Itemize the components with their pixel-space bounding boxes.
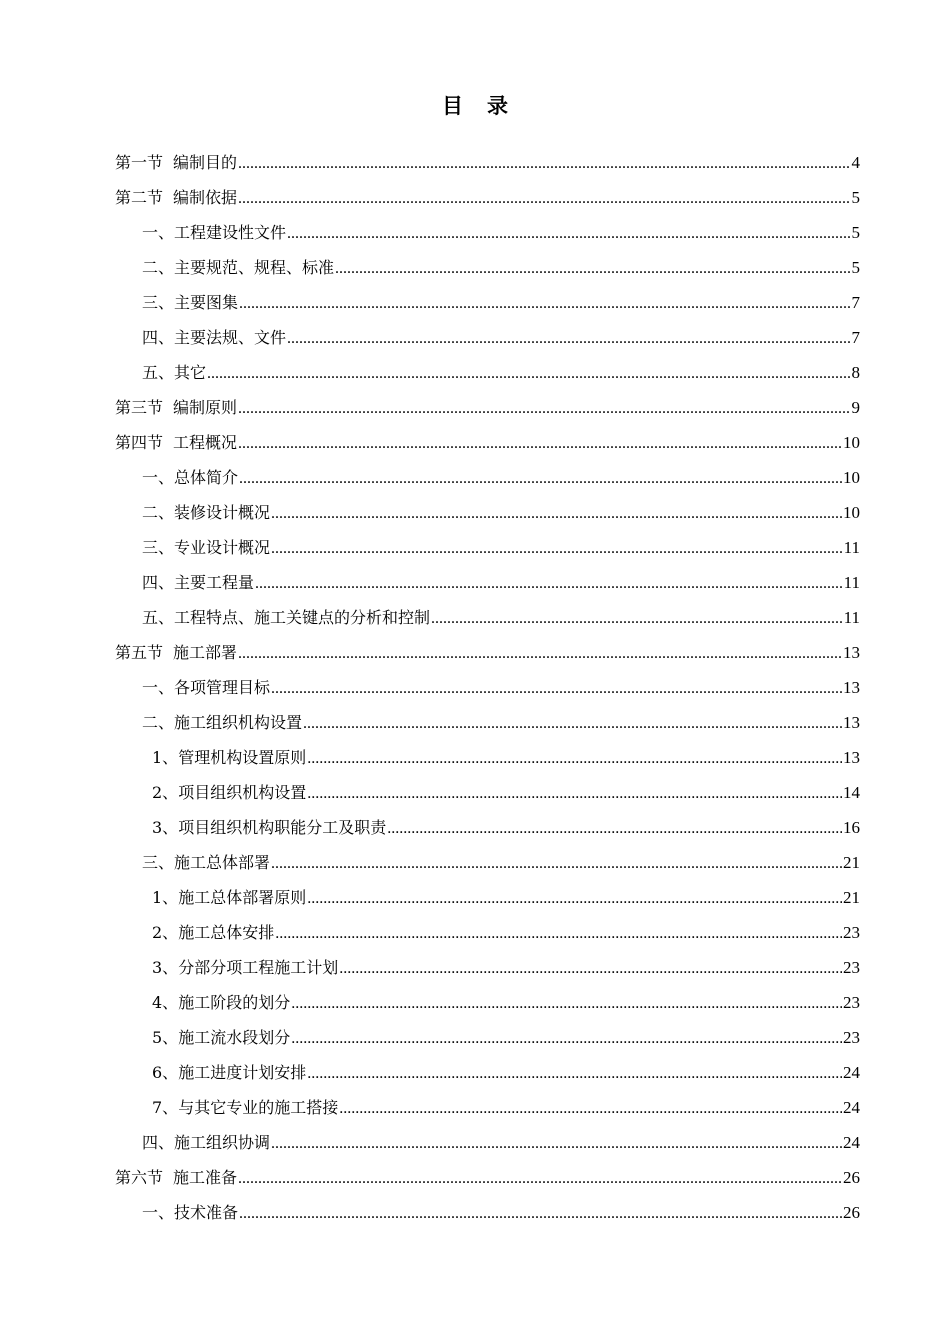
toc-entry-title: 施工总体安排 — [178, 923, 275, 942]
toc-leader-dots — [239, 286, 850, 321]
toc-entry-page-number: 9 — [851, 398, 860, 417]
toc-entry-number: 第一节 — [115, 153, 164, 172]
toc-entry-number: 四、 — [142, 328, 175, 347]
toc-leader-dots — [291, 1021, 842, 1056]
toc-entry-title: 施工组织协调 — [174, 1133, 271, 1152]
toc-entry[interactable] — [115, 915, 860, 950]
toc-entry[interactable] — [115, 635, 860, 670]
toc-entry-title: 施工总体部署原则 — [178, 888, 307, 907]
toc-entry-title: 工程建设性文件 — [174, 223, 287, 242]
toc-entry[interactable] — [115, 1090, 860, 1125]
toc-leader-dots — [307, 741, 842, 776]
toc-entry[interactable] — [115, 565, 860, 600]
toc-leader-dots — [255, 566, 843, 601]
toc-title: 目录 — [442, 93, 532, 118]
toc-entry-number: 一、 — [142, 678, 175, 697]
toc-entry-title: 主要图集 — [174, 293, 239, 312]
toc-entry-number: 2、 — [152, 783, 179, 802]
toc-entry-page-number: 23 — [843, 1028, 860, 1047]
toc-entry-page-number: 24 — [843, 1063, 860, 1082]
toc-entry-page-number: 7 — [851, 293, 860, 312]
toc-entry-title: 各项管理目标 — [174, 678, 271, 697]
toc-entry-page-number: 13 — [843, 678, 860, 697]
toc-entry-page-number: 7 — [851, 328, 860, 347]
toc-leader-dots — [339, 951, 842, 986]
toc-entry-page-number: 23 — [843, 993, 860, 1012]
toc-entry[interactable] — [115, 1055, 860, 1090]
toc-entry-title: 工程特点、施工关键点的分析和控制 — [174, 608, 431, 627]
toc-leader-dots — [238, 391, 850, 426]
toc-entry-page-number: 11 — [843, 608, 860, 627]
toc-entry-title: 施工阶段的划分 — [178, 993, 291, 1012]
toc-entry-title: 分部分项工程施工计划 — [178, 958, 339, 977]
toc-leader-dots — [303, 706, 842, 741]
toc-entry[interactable] — [115, 810, 860, 845]
toc-leader-dots — [239, 461, 842, 496]
toc-entry-number: 四、 — [142, 573, 175, 592]
toc-entry-title: 总体简介 — [174, 468, 239, 487]
toc-leader-dots — [207, 356, 850, 391]
toc-entry-title: 与其它专业的施工搭接 — [178, 1098, 339, 1117]
toc-entry-page-number: 10 — [843, 468, 860, 487]
toc-entry-page-number: 26 — [843, 1168, 860, 1187]
toc-entry-title: 编制原则 — [173, 398, 238, 417]
toc-leader-dots — [335, 251, 850, 286]
toc-entry[interactable] — [115, 495, 860, 530]
toc-entry[interactable] — [115, 1160, 860, 1195]
toc-entry[interactable] — [115, 320, 860, 355]
toc-entry-number: 4、 — [152, 993, 179, 1012]
toc-entry-page-number: 21 — [843, 853, 860, 872]
toc-entry-title: 技术准备 — [174, 1203, 239, 1222]
toc-entry-page-number: 4 — [851, 153, 860, 172]
toc-entry-page-number: 10 — [843, 433, 860, 452]
toc-entry-number: 第二节 — [115, 188, 164, 207]
toc-entry-page-number: 10 — [843, 503, 860, 522]
toc-entry-number: 二、 — [142, 713, 175, 732]
toc-entry-number: 3、 — [152, 818, 179, 837]
toc-entry[interactable] — [115, 355, 860, 390]
toc-entry[interactable] — [115, 950, 860, 985]
toc-entry[interactable] — [115, 880, 860, 915]
toc-leader-dots — [307, 1056, 842, 1091]
toc-entry-page-number: 14 — [843, 783, 860, 802]
toc-entry-title: 施工部署 — [173, 643, 238, 662]
toc-leader-dots — [271, 846, 842, 881]
toc-entry-title: 其它 — [174, 363, 207, 382]
toc-leader-dots — [238, 181, 850, 216]
toc-entry-page-number: 24 — [843, 1098, 860, 1117]
toc-entry-number: 三、 — [142, 293, 175, 312]
toc-entry-number: 第三节 — [115, 398, 164, 417]
toc-entry-number: 五、 — [142, 363, 175, 382]
toc-entry-title: 项目组织机构职能分工及职责 — [178, 818, 387, 837]
toc-entry-title: 施工准备 — [173, 1168, 238, 1187]
toc-entry-page-number: 26 — [843, 1203, 860, 1222]
toc-entry[interactable] — [115, 845, 860, 880]
toc-entry[interactable] — [115, 425, 860, 460]
toc-list — [115, 145, 860, 1230]
toc-entry[interactable] — [115, 285, 860, 320]
toc-entry-number: 1、 — [152, 888, 179, 907]
toc-entry[interactable] — [115, 460, 860, 495]
toc-entry-title: 主要法规、文件 — [174, 328, 287, 347]
toc-entry-page-number: 5 — [851, 188, 860, 207]
toc-entry[interactable] — [115, 1195, 860, 1230]
toc-entry-page-number: 13 — [843, 713, 860, 732]
toc-entry[interactable] — [115, 180, 860, 215]
toc-entry-number: 二、 — [142, 258, 175, 277]
toc-entry-number: 7、 — [152, 1098, 179, 1117]
toc-entry-page-number: 23 — [843, 958, 860, 977]
toc-entry-page-number: 11 — [843, 538, 860, 557]
toc-entry-page-number: 13 — [843, 748, 860, 767]
toc-entry-number: 四、 — [142, 1133, 175, 1152]
toc-entry[interactable] — [115, 600, 860, 635]
toc-entry-number: 2、 — [152, 923, 179, 942]
toc-entry-title: 主要工程量 — [174, 573, 255, 592]
toc-entry-number: 第六节 — [115, 1168, 164, 1187]
toc-entry[interactable] — [115, 215, 860, 250]
toc-entry-title: 编制目的 — [173, 153, 238, 172]
toc-entry[interactable] — [115, 1020, 860, 1055]
toc-leader-dots — [271, 531, 843, 566]
toc-entry-title: 工程概况 — [173, 433, 238, 452]
toc-entry-number: 三、 — [142, 853, 175, 872]
toc-entry-title: 装修设计概况 — [174, 503, 271, 522]
toc-leader-dots — [271, 671, 842, 706]
toc-leader-dots — [238, 426, 842, 461]
toc-entry-title: 管理机构设置原则 — [178, 748, 307, 767]
toc-entry-number: 五、 — [142, 608, 175, 627]
toc-leader-dots — [275, 916, 842, 951]
toc-leader-dots — [291, 986, 842, 1021]
toc-entry-number: 三、 — [142, 538, 175, 557]
toc-leader-dots — [307, 881, 842, 916]
toc-entry[interactable] — [115, 390, 860, 425]
toc-entry-title: 编制依据 — [173, 188, 238, 207]
toc-leader-dots — [307, 776, 842, 811]
toc-entry[interactable] — [115, 985, 860, 1020]
toc-entry-page-number: 11 — [843, 573, 860, 592]
toc-entry-title: 施工进度计划安排 — [178, 1063, 307, 1082]
toc-leader-dots — [271, 496, 842, 531]
toc-entry-number: 第四节 — [115, 433, 164, 452]
toc-entry[interactable] — [115, 1125, 860, 1160]
toc-leader-dots — [271, 1126, 842, 1161]
toc-leader-dots — [287, 321, 850, 356]
toc-entry-title: 施工总体部署 — [174, 853, 271, 872]
toc-entry-number: 一、 — [142, 1203, 175, 1222]
toc-entry[interactable] — [115, 530, 860, 565]
toc-entry[interactable] — [115, 705, 860, 740]
toc-entry[interactable] — [115, 670, 860, 705]
toc-leader-dots — [239, 1196, 842, 1231]
toc-entry[interactable] — [115, 775, 860, 810]
toc-leader-dots — [238, 1161, 842, 1196]
toc-leader-dots — [387, 811, 842, 846]
toc-entry-page-number: 23 — [843, 923, 860, 942]
toc-entry-page-number: 16 — [843, 818, 860, 837]
toc-entry-page-number: 5 — [851, 258, 860, 277]
toc-entry[interactable] — [115, 145, 860, 180]
toc-entry-number: 3、 — [152, 958, 179, 977]
toc-leader-dots — [339, 1091, 842, 1126]
toc-entry-number: 1、 — [152, 748, 179, 767]
toc-entry-page-number: 8 — [851, 363, 860, 382]
toc-entry-page-number: 13 — [843, 643, 860, 662]
toc-entry-number: 5、 — [152, 1028, 179, 1047]
toc-entry[interactable] — [115, 250, 860, 285]
toc-leader-dots — [238, 146, 850, 181]
toc-leader-dots — [238, 636, 842, 671]
toc-entry-page-number: 5 — [851, 223, 860, 242]
toc-entry-number: 第五节 — [115, 643, 164, 662]
toc-entry-title: 施工组织机构设置 — [174, 713, 303, 732]
toc-leader-dots — [287, 216, 850, 251]
toc-entry-title: 施工流水段划分 — [178, 1028, 291, 1047]
toc-entry-page-number: 24 — [843, 1133, 860, 1152]
toc-entry[interactable] — [115, 740, 860, 775]
toc-entry-page-number: 21 — [843, 888, 860, 907]
toc-entry-number: 一、 — [142, 223, 175, 242]
toc-entry-title: 专业设计概况 — [174, 538, 271, 557]
toc-leader-dots — [431, 601, 843, 636]
toc-entry-title: 项目组织机构设置 — [178, 783, 307, 802]
toc-entry-number: 一、 — [142, 468, 175, 487]
toc-entry-number: 6、 — [152, 1063, 179, 1082]
toc-entry-title: 主要规范、规程、标准 — [174, 258, 335, 277]
toc-entry-number: 二、 — [142, 503, 175, 522]
